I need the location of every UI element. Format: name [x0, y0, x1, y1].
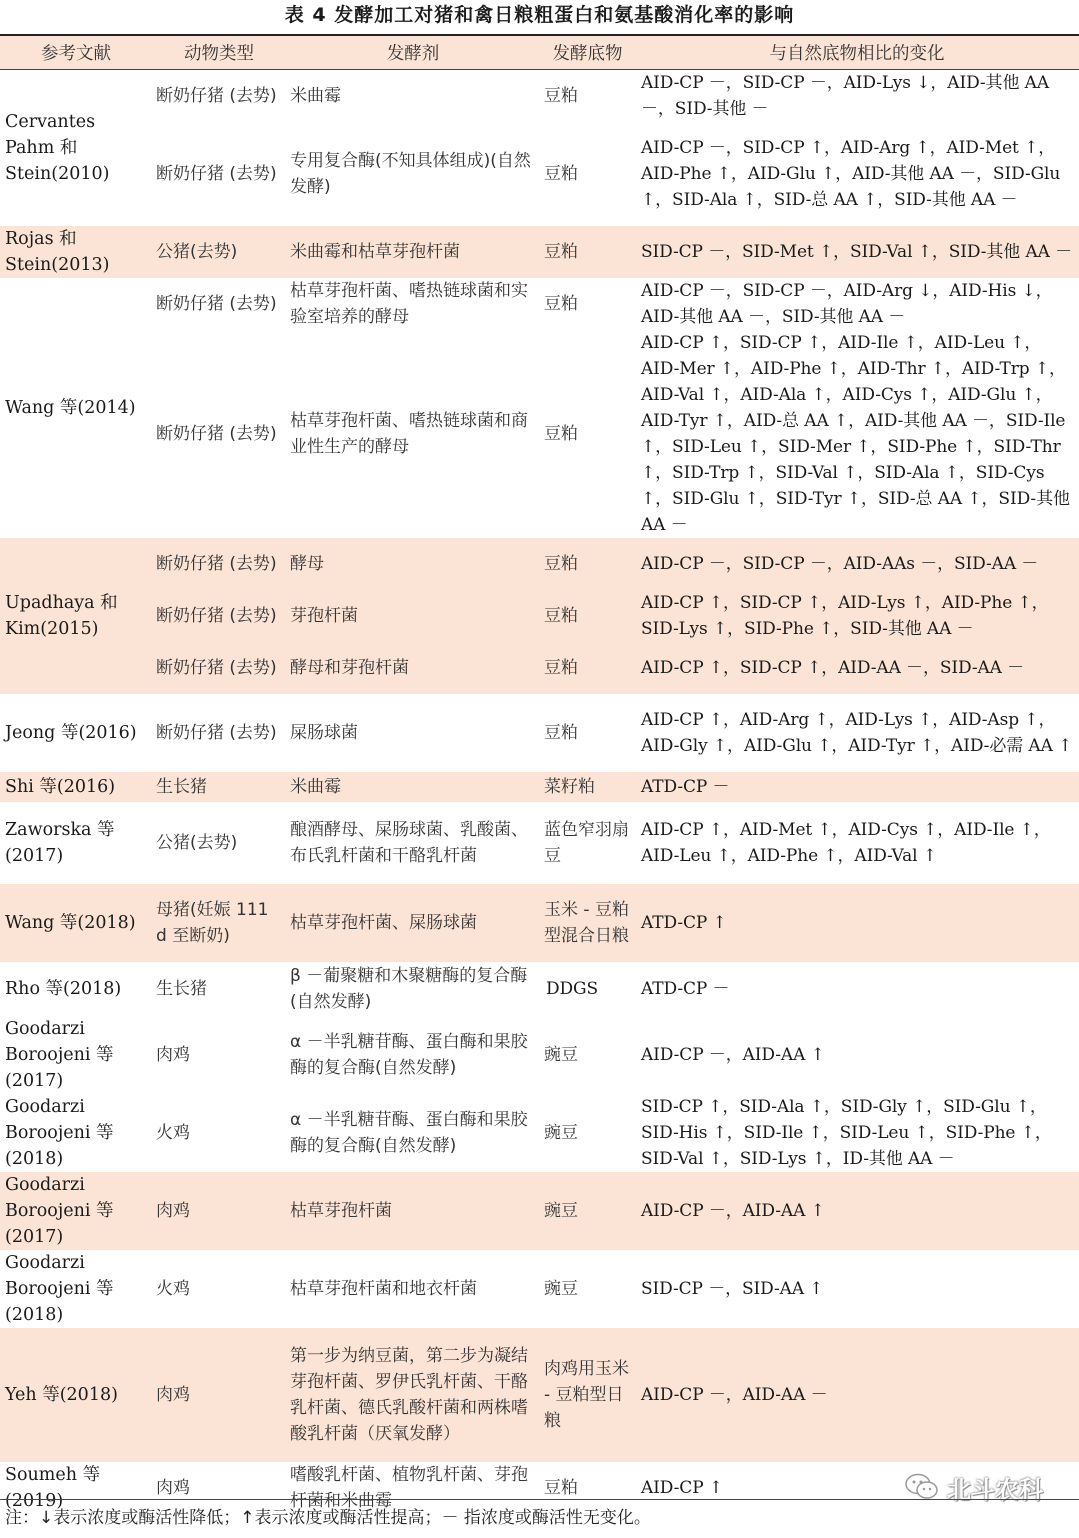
cell-change: AID-CP ↑，AID-Met ↑，AID-Cys ↑，AID-Ile ↑，AID-Leu ↑，AID-Phe ↑，AID-Val ↑: [635, 802, 1079, 884]
cell-animal: 断奶仔猪 (去势): [152, 694, 286, 772]
cell-animal: 断奶仔猪 (去势): [152, 330, 286, 538]
table-row: [0, 962, 1079, 1016]
cell-reference: Wang 等(2018): [0, 884, 152, 962]
cell-reference: Rojas 和 Stein(2013): [0, 226, 152, 278]
cell-substrate: 豆粕: [540, 1462, 635, 1514]
cell-substrate: 豆粕: [540, 330, 635, 538]
cell-reference: Upadhaya 和 Kim(2015): [0, 538, 152, 694]
table-header-row: [0, 36, 1079, 70]
cell-agent: β －葡聚糖和木聚糖酶的复合酶(自然发酵): [286, 962, 540, 1016]
table-row: [0, 122, 1079, 226]
cell-substrate: 豆粕: [540, 590, 635, 642]
cell-substrate: 豆粕: [540, 226, 635, 278]
cell-reference: Goodarzi Boroojeni 等 (2018): [0, 1250, 152, 1328]
cell-substrate: 豆粕: [540, 642, 635, 694]
cell-substrate: 豆粕: [540, 694, 635, 772]
cell-animal: 断奶仔猪 (去势): [152, 122, 286, 226]
cell-agent: 专用复合酶(不知具体组成)(自然发酵): [286, 122, 540, 226]
cell-substrate: 玉米 - 豆粕型混合日粮: [540, 884, 635, 962]
cell-reference: Rho 等(2018): [0, 962, 152, 1016]
table-row: [0, 1016, 1079, 1094]
cell-change: AID-CP ↑，SID-CP ↑，AID-Ile ↑，AID-Leu ↑，AID-Mer ↑，AID-Phe ↑，AID-Thr ↑，AID-Trp ↑，AID-Val ↑，AID-Ala ↑，AID-Cys ↑，AID-Glu ↑，AID-Tyr ↑，AID-总 AA ↑，AID-其他 AA －，SID-Ile ↑，SID-Leu ↑，SID-Mer ↑，SID-Phe ↑，SID-Thr ↑，SID-Trp ↑，SID-Val ↑，SID-Ala ↑，SID-Cys ↑，SID-Glu ↑，SID-Tyr ↑，SID-总 AA ↑，SID-其他 AA －: [635, 330, 1079, 538]
cell-agent: 枯草芽孢杆菌、屎肠球菌: [286, 884, 540, 962]
table-row: [0, 278, 1079, 330]
cell-substrate: 肉鸡用玉米 - 豆粕型日粮: [540, 1328, 635, 1462]
cell-substrate: 豌豆: [540, 1016, 635, 1094]
cell-animal: 火鸡: [152, 1094, 286, 1172]
cell-substrate: 豆粕: [540, 70, 635, 123]
cell-reference: Wang 等(2014): [0, 278, 152, 538]
cell-substrate: DDGS: [540, 962, 635, 1016]
cell-reference: Goodarzi Boroojeni 等 (2018): [0, 1094, 152, 1172]
cell-change: ATD-CP －: [635, 772, 1079, 802]
table-row: [0, 1172, 1079, 1250]
cell-substrate: 豌豆: [540, 1094, 635, 1172]
cell-change: AID-CP ↑，SID-CP ↑，AID-AA －，SID-AA －: [635, 642, 1079, 694]
cell-agent: 枯草芽孢杆菌: [286, 1172, 540, 1250]
cell-reference: Goodarzi Boroojeni 等 (2017): [0, 1016, 152, 1094]
cell-reference: Goodarzi Boroojeni 等 (2017): [0, 1172, 152, 1250]
cell-reference: Cervantes Pahm 和 Stein(2010): [0, 70, 152, 227]
table-row: [0, 1094, 1079, 1172]
cell-change: AID-CP ↑，SID-CP ↑，AID-Lys ↑，AID-Phe ↑，SID-Lys ↑，SID-Phe ↑，SID-其他 AA －: [635, 590, 1079, 642]
cell-animal: 生长猪: [152, 962, 286, 1016]
table-row: [0, 538, 1079, 590]
cell-reference: Yeh 等(2018): [0, 1328, 152, 1462]
cell-reference: Jeong 等(2016): [0, 694, 152, 772]
cell-substrate: 蓝色窄羽扇豆: [540, 802, 635, 884]
cell-agent: 枯草芽孢杆菌和地衣杆菌: [286, 1250, 540, 1328]
cell-change: AID-CP －，AID-AA ↑: [635, 1172, 1079, 1250]
cell-agent: 酿酒酵母、屎肠球菌、乳酸菌、布氏乳杆菌和干酪乳杆菌: [286, 802, 540, 884]
cell-animal: 断奶仔猪 (去势): [152, 590, 286, 642]
cell-animal: 肉鸡: [152, 1328, 286, 1462]
table-row: [0, 772, 1079, 802]
cell-change: SID-CP －，SID-AA ↑: [635, 1250, 1079, 1328]
cell-substrate: 菜籽粕: [540, 772, 635, 802]
cell-agent: 枯草芽孢杆菌、嗜热链球菌和实验室培养的酵母: [286, 278, 540, 330]
table-row: [0, 590, 1079, 642]
cell-change: AID-CP －，SID-CP －，AID-Lys ↓，AID-其他 AA －，SID-其他 －: [635, 70, 1079, 123]
cell-change: ATD-CP ↑: [635, 884, 1079, 962]
table-row: [0, 1328, 1079, 1462]
cell-animal: 肉鸡: [152, 1462, 286, 1514]
header-animal: 动物类型: [152, 36, 286, 70]
cell-change: AID-CP －，SID-CP ↑，AID-Arg ↑，AID-Met ↑，AID-Phe ↑，AID-Glu ↑，AID-其他 AA －，SID-Glu ↑，SID-Ala ↑，SID-总 AA ↑，SID-其他 AA －: [635, 122, 1079, 226]
cell-change: ATD-CP －: [635, 962, 1079, 1016]
cell-animal: 公猪(去势): [152, 802, 286, 884]
cell-agent: 米曲霉和枯草芽孢杆菌: [286, 226, 540, 278]
table-row: [0, 694, 1079, 772]
cell-animal: 断奶仔猪 (去势): [152, 278, 286, 330]
cell-agent: 嗜酸乳杆菌、植物乳杆菌、芽孢杆菌和米曲霉: [286, 1462, 540, 1514]
table-title: 表 4 发酵加工对猪和禽日粮粗蛋白和氨基酸消化率的影响: [284, 4, 795, 26]
cell-substrate: 豌豆: [540, 1172, 635, 1250]
table-row: [0, 884, 1079, 962]
watermark-text: 北斗农科: [947, 1475, 1043, 1504]
cell-animal: 火鸡: [152, 1250, 286, 1328]
cell-change: AID-CP ↑: [635, 1462, 1079, 1514]
cell-change: AID-CP －，SID-CP －，AID-Arg ↓，AID-His ↓，AID-其他 AA －，SID-其他 AA －: [635, 278, 1079, 330]
cell-agent: 米曲霉: [286, 772, 540, 802]
cell-substrate: 豌豆: [540, 1250, 635, 1328]
cell-animal: 母猪(妊娠 111 d 至断奶): [152, 884, 286, 962]
cell-substrate: 豆粕: [540, 538, 635, 590]
table-row: [0, 802, 1079, 884]
table-row: [0, 642, 1079, 694]
cell-change: AID-CP －，SID-CP －，AID-AAs －，SID-AA －: [635, 538, 1079, 590]
cell-agent: α －半乳糖苷酶、蛋白酶和果胶酶的复合酶(自然发酵): [286, 1094, 540, 1172]
cell-agent: 第一步为纳豆菌，第二步为凝结芽孢杆菌、罗伊氏乳杆菌、干酪乳杆菌、德氏乳酸杆菌和两株嗜酸乳杆菌（厌氧发酵）: [286, 1328, 540, 1462]
wechat-icon: [905, 1473, 939, 1501]
cell-animal: 肉鸡: [152, 1172, 286, 1250]
cell-agent: 芽孢杆菌: [286, 590, 540, 642]
cell-agent: α －半乳糖苷酶、蛋白酶和果胶酶的复合酶(自然发酵): [286, 1016, 540, 1094]
cell-animal: 断奶仔猪 (去势): [152, 70, 286, 123]
cell-change: AID-CP ↑，AID-Arg ↑，AID-Lys ↑，AID-Asp ↑，AID-Gly ↑，AID-Glu ↑，AID-Tyr ↑，AID-必需 AA ↑: [635, 694, 1079, 772]
cell-animal: 断奶仔猪 (去势): [152, 642, 286, 694]
cell-agent: 酵母: [286, 538, 540, 590]
cell-change: SID-CP ↑，SID-Ala ↑，SID-Gly ↑，SID-Glu ↑，SID-His ↑，SID-Ile ↑，SID-Leu ↑，SID-Phe ↑，SID-Val ↑，SID-Lys ↑，ID-其他 AA －: [635, 1094, 1079, 1172]
table-row: [0, 1250, 1079, 1328]
cell-reference: Shi 等(2016): [0, 772, 152, 802]
cell-substrate: 豆粕: [540, 278, 635, 330]
header-substrate: 发酵底物: [540, 36, 635, 70]
cell-animal: 肉鸡: [152, 1016, 286, 1094]
table-row: [0, 330, 1079, 538]
cell-reference: Soumeh 等 (2019): [0, 1462, 152, 1514]
table-row: [0, 70, 1079, 123]
cell-substrate: 豆粕: [540, 122, 635, 226]
digestibility-table: [0, 36, 1079, 1514]
cell-change: AID-CP －，AID-AA ↑: [635, 1016, 1079, 1094]
cell-animal: 断奶仔猪 (去势): [152, 538, 286, 590]
table-note: 注：↓表示浓度或酶活性降低；↑表示浓度或酶活性提高；－ 指浓度或酶活性无变化。: [0, 1499, 1079, 1538]
header-reference: 参考文献: [0, 36, 152, 70]
cell-change: AID-CP －，AID-AA －: [635, 1328, 1079, 1462]
cell-agent: 酵母和芽孢杆菌: [286, 642, 540, 694]
cell-animal: 公猪(去势): [152, 226, 286, 278]
cell-animal: 生长猪: [152, 772, 286, 802]
header-agent: 发酵剂: [286, 36, 540, 70]
cell-reference: Zaworska 等 (2017): [0, 802, 152, 884]
cell-agent: 米曲霉: [286, 70, 540, 123]
header-change: 与自然底物相比的变化: [635, 36, 1079, 70]
cell-agent: 枯草芽孢杆菌、嗜热链球菌和商业性生产的酵母: [286, 330, 540, 538]
cell-change: SID-CP －，SID-Met ↑，SID-Val ↑，SID-其他 AA －: [635, 226, 1079, 278]
cell-agent: 屎肠球菌: [286, 694, 540, 772]
table-row: [0, 226, 1079, 278]
